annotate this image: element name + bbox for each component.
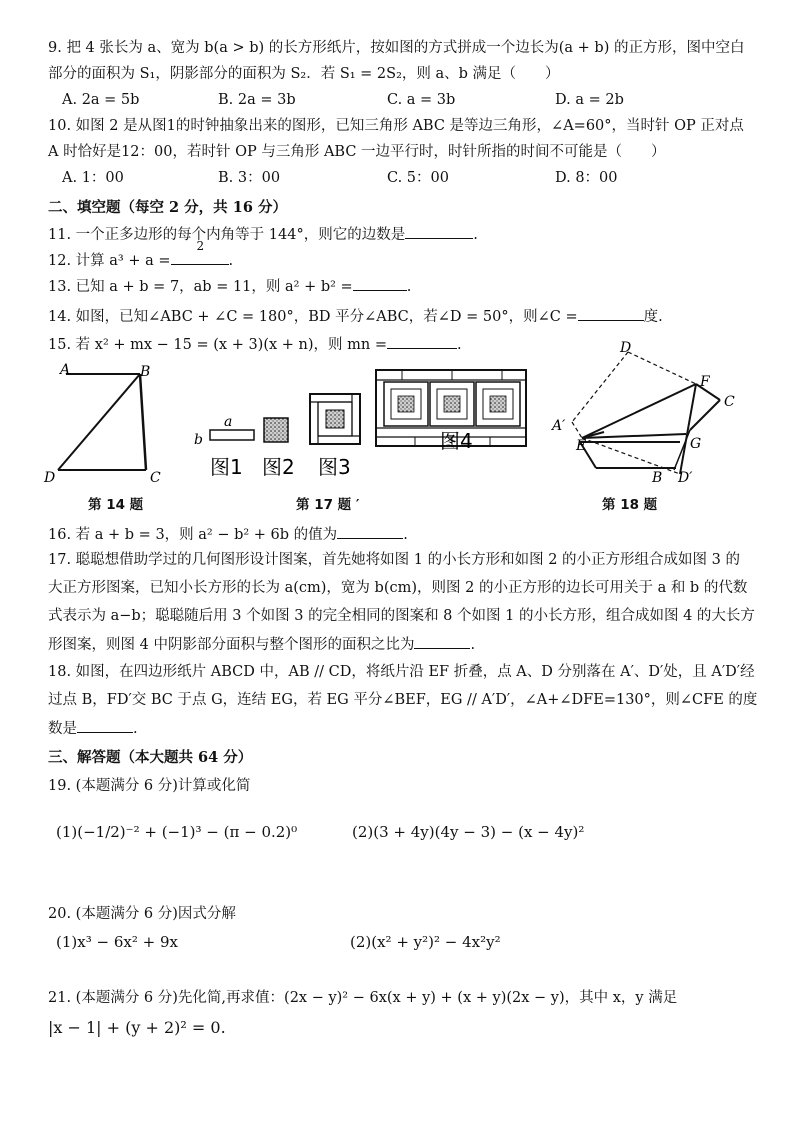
fig18-label-d-prime: D′ bbox=[678, 470, 693, 486]
q10-line1: 10. 如图 2 是从图1的时钟抽象出来的图形，已知三角形 ABC 是等边三角形，∠A=60°，当时针 OP 正对点 bbox=[48, 118, 744, 134]
q13 bbox=[48, 276, 411, 297]
fig17-caption: 第 17 题 ′ bbox=[296, 497, 360, 513]
q14 bbox=[48, 306, 663, 327]
q12-answer-blank[interactable] bbox=[171, 239, 229, 265]
q20-part-1: (1)x³ − 6x² + 9x bbox=[56, 933, 178, 951]
q11-text: 11. 一个正多边形的每个内角等于 144°，则它的边数是 bbox=[48, 227, 406, 243]
q15-text: 15. 若 x² + mx − 15 = (x + 3)(x + n)，则 mn = bbox=[48, 337, 387, 353]
q17-line2: 大正方形图案，已知小长方形的长为 a(cm)，宽为 b(cm)，则图 2 的小正方形的边长可用关于 a 和 b 的代数 bbox=[48, 580, 748, 596]
section-2-heading: 二、填空题（每空 2 分，共 16 分） bbox=[48, 199, 287, 216]
fig17-name-4: 图4 bbox=[440, 429, 473, 453]
q18-line1: 18. 如图，在四边形纸片 ABCD 中，AB // CD，将纸片沿 EF 折叠，点 A、D 分别落在 A′、D′处，且 A′D′经 bbox=[48, 664, 755, 680]
q20-part-2: (2)(x² + y²)² − 4x²y² bbox=[350, 933, 501, 951]
q16-text: 16. 若 a + b = 3，则 a² − b² + 6b 的值为 bbox=[48, 527, 338, 543]
q21-line1: 21. (本题满分 6 分)先化简,再求值：(2x − y)² − 6x(x + y) + (x + y)(2x − y)，其中 x，y 满足 bbox=[48, 990, 678, 1006]
q17-end: . bbox=[470, 637, 476, 653]
q14-answer-blank[interactable] bbox=[578, 306, 644, 321]
q9-option-c: C. a = 3b bbox=[387, 92, 456, 108]
fig18-caption: 第 18 题 bbox=[602, 497, 658, 513]
fig17-center-shaded-square bbox=[326, 410, 344, 428]
q9-option-b: B. 2a = 3b bbox=[218, 92, 296, 108]
fig18-label-a-prime: A′ bbox=[552, 418, 566, 434]
fig14-label-b: B bbox=[140, 364, 151, 380]
q13-answer-blank[interactable] bbox=[353, 276, 407, 291]
fig17-fig4-shaded-square-2 bbox=[444, 396, 460, 412]
q15 bbox=[48, 334, 462, 355]
q17-answer-blank[interactable] bbox=[414, 634, 470, 649]
q16-end: . bbox=[403, 527, 408, 543]
fig17-name-2: 图2 bbox=[262, 455, 295, 479]
fig17-image-3 bbox=[310, 394, 360, 444]
q9-option-a: A. 2a = 5b bbox=[62, 92, 140, 108]
fig18-label-d: D bbox=[620, 340, 632, 356]
q17-line3: 式表示为 a−b；聪聪随后用 3 个如图 3 的完全相同的图案和 8 个如图 1 的小长方形，组合成如图 4 的大长方 bbox=[48, 608, 755, 624]
q18-text: 数是 bbox=[48, 721, 77, 737]
fig18-label-f: F bbox=[700, 374, 710, 390]
q13-text: 13. 已知 a + b = 7，ab = 11，则 a² + b² = bbox=[48, 279, 353, 295]
q20-title: 20. (本题满分 6 分)因式分解 bbox=[48, 906, 236, 922]
fig17-small-square bbox=[264, 418, 288, 442]
q9-line2: 部分的面积为 S₁，阴影部分的面积为 S₂．若 S₁ = 2S₂，则 a、b 满足（ ） bbox=[48, 66, 560, 82]
q15-answer-blank[interactable] bbox=[387, 334, 457, 349]
q19-part-1: (1)(−1/2)⁻² + (−1)³ − (π − 0.2)⁰ bbox=[56, 823, 298, 841]
q13-end: . bbox=[406, 279, 412, 295]
q14-end: 度. bbox=[643, 309, 663, 325]
fig17-fig4-shaded-square-1 bbox=[398, 396, 414, 412]
fig17-fig4-shaded-square-3 bbox=[490, 396, 506, 412]
q11 bbox=[48, 224, 478, 245]
fig14-segment-bc bbox=[140, 374, 146, 470]
q19-part-2: (2)(3 + 4y)(4y − 3) − (x − 4y)² bbox=[352, 823, 585, 841]
q14-text: 14. 如图，已知∠ABC + ∠C = 180°，BD 平分∠ABC，若∠D = 50°，则∠C = bbox=[48, 309, 578, 325]
q18-line2: 过点 B，FD′交 BC 于点 G，连结 EG，若 EG 平分∠BEF，EG // A′D′，∠A+∠DFE=130°，则∠CFE 的度 bbox=[48, 692, 758, 708]
q18-end: . bbox=[133, 721, 138, 737]
fig17-name-1: 图1 bbox=[210, 455, 243, 479]
figure-17 bbox=[190, 362, 535, 480]
q19-title: 19. (本题满分 6 分)计算或化简 bbox=[48, 778, 251, 794]
figure-18 bbox=[548, 338, 748, 488]
q18-line3 bbox=[48, 718, 138, 739]
q11-answer-blank[interactable] bbox=[405, 224, 473, 239]
fig14-segment-bd bbox=[58, 374, 140, 470]
q9-line1: 9. 把 4 张长为 a、宽为 b(a > b) 的长方形纸片，按如图的方式拼成一个边长为(a + b) 的正方形，图中空白 bbox=[48, 40, 745, 56]
q15-end: . bbox=[457, 337, 462, 353]
fig17-small-rectangle bbox=[210, 430, 254, 440]
fig17-dim-a: a bbox=[224, 414, 233, 430]
q16-answer-blank[interactable] bbox=[337, 524, 403, 539]
fig17-image-1 bbox=[194, 414, 254, 448]
q17-text: 形图案，则图 4 中阴影部分面积与整个图形的面积之比为 bbox=[48, 637, 415, 653]
fig17-name-3: 图3 bbox=[318, 455, 351, 479]
q16 bbox=[48, 524, 408, 545]
fig18-label-c: C bbox=[724, 394, 735, 410]
q10-option-b: B. 3：00 bbox=[218, 170, 281, 186]
fig14-label-c: C bbox=[150, 470, 161, 486]
q17-line4 bbox=[48, 634, 475, 655]
q21-line2: |x − 1| + (y + 2)² = 0. bbox=[48, 1018, 226, 1037]
q12-end: . bbox=[228, 253, 234, 269]
q11-end: . bbox=[473, 227, 478, 243]
q10-option-d: D. 8：00 bbox=[555, 170, 618, 186]
q18-answer-blank[interactable] bbox=[77, 718, 133, 733]
q10-option-a: A. 1：00 bbox=[62, 170, 124, 186]
fig17-image-2 bbox=[264, 418, 288, 442]
fig17-dim-b: b bbox=[194, 432, 203, 448]
figure-14 bbox=[40, 362, 170, 487]
fig18-label-g: G bbox=[690, 436, 702, 452]
fig14-label-d: D bbox=[44, 470, 56, 486]
q12-text: 12. 计算 a³ + a = bbox=[48, 253, 171, 269]
section-3-heading: 三、解答题（本大题共 64 分） bbox=[48, 749, 253, 766]
q12 bbox=[48, 239, 234, 271]
fig18-label-e: E bbox=[576, 438, 587, 454]
q10-line2: A 时恰好是12：00，若时针 OP 与三角形 ABC 一边平行时，时针所指的时间不可能是（ ） bbox=[48, 144, 666, 160]
fig14-caption: 第 14 题 bbox=[88, 497, 144, 513]
q12-note: 2 bbox=[196, 239, 205, 253]
q9-option-d: D. a = 2b bbox=[555, 92, 624, 108]
fig14-label-a: A bbox=[60, 362, 71, 378]
fig18-label-b: B bbox=[652, 470, 663, 486]
q10-option-c: C. 5：00 bbox=[387, 170, 449, 186]
q17-line1: 17. 聪聪想借助学过的几何图形设计图案，首先她将如图 1 的小长方形和如图 2 的小正方形组合成如图 3 的 bbox=[48, 552, 740, 568]
